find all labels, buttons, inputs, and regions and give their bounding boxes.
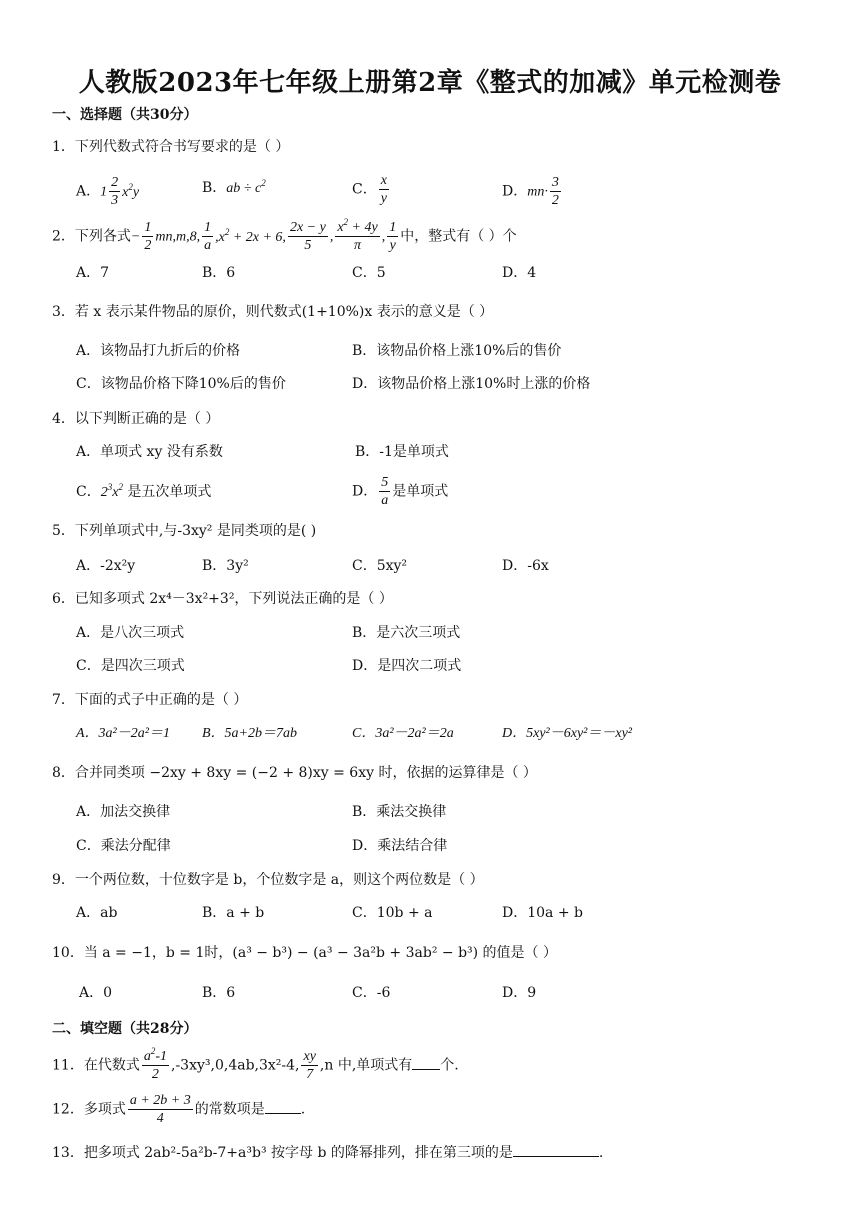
q2-option-d: D．4 xyxy=(502,265,537,281)
q7-option-d: D．5xy²－6xy²＝－xy² xyxy=(502,726,632,741)
answer-blank[interactable] xyxy=(412,1055,440,1070)
q9-option-a: A．ab xyxy=(76,905,118,921)
question-3: 3．若 x 表示某件物品的原价，则代数式(1+10%)x 表示的意义是（ ） xyxy=(52,304,494,320)
q6-option-c: C．是四次三项式 xyxy=(76,658,185,674)
question-8: 8．合并同类项 −2xy + 8xy = (−2 + 8)xy = 6xy 时，依据的运算律是（ ） xyxy=(52,765,537,781)
q4-option-a: A．单项式 xy 没有系数 xyxy=(76,444,223,460)
section-heading-choice: 一、选择题（共30分） xyxy=(52,107,198,123)
q10-option-d: D．9 xyxy=(502,985,537,1001)
question-2: 2．下列各式− $\frac{1}{2}$ mn,m,8, $\frac{1}{a}$ $,x^2 + 2x + 6$, $\frac{2x - y}{5}$ , $\frac{x^2 + 4y}{\pi}$ , $\frac{1}{y}$ 中，整式有（ ）个 xyxy=(52,217,517,253)
question-1: 1．下列代数式符合书写要求的是（ ） xyxy=(52,139,290,155)
q6-option-b: B．是六次三项式 xyxy=(352,625,461,641)
q3-option-d: D．该物品价格上涨10%时上涨的价格 xyxy=(352,376,591,392)
q9-option-b: B．a + b xyxy=(202,905,265,921)
q1-option-b: B．ab ÷ $c^2$ xyxy=(202,178,266,196)
q8-option-c: C．乘法分配律 xyxy=(76,838,171,854)
q10-option-a: A．0 xyxy=(79,985,113,1001)
q6-option-d: D．是四次二项式 xyxy=(352,658,462,674)
q3-option-a: A．该物品打九折后的价格 xyxy=(76,343,241,359)
q2-option-a: A．7 xyxy=(76,265,110,281)
q10-option-b: B．6 xyxy=(202,985,236,1001)
q7-option-c: C．3a²－2a²＝2a xyxy=(352,726,454,741)
q1-option-d: D．mn· $\frac{3}{2}$ xyxy=(502,175,559,208)
page-title: 人教版2023年七年级上册第2章《整式的加减》单元检测卷 xyxy=(78,68,782,98)
question-13: 13．把多项式 2ab²-5a²b-7+a³b³ 按字母 b 的降幂排列，排在第三项的是 . xyxy=(52,1142,603,1163)
question-10: 10．当 a = −1，b = 1时，(a³ − b³) − (a³ − 3a²b + 3ab² − b³) 的值是（ ） xyxy=(52,945,558,961)
question-9: 9．一个两位数，十位数字是 b，个位数字是 a，则这个两位数是（ ） xyxy=(52,872,484,888)
q2-option-c: C．5 xyxy=(352,265,386,281)
q8-option-d: D．乘法结合律 xyxy=(352,838,448,854)
q1-option-a: A．1 $\frac{2}{3}$ $x^2y$ xyxy=(76,175,140,208)
q5-option-c: C．5xy² xyxy=(352,558,408,574)
q1-option-c: C． $\frac{x}{y}$ xyxy=(352,173,387,206)
answer-blank[interactable] xyxy=(513,1142,599,1157)
section-heading-fill: 二、填空题（共28分） xyxy=(52,1021,198,1037)
question-12: 12．多项式 $\frac{a + 2b + 3}{4}$ 的常数项是 . xyxy=(52,1093,306,1126)
q3-option-c: C．该物品价格下降10%后的售价 xyxy=(76,376,286,392)
question-6: 6．已知多项式 2x⁴－3x²+3²，下列说法正确的是（ ） xyxy=(52,591,393,607)
q4-option-d: D． $\frac{5}{a}$ 是单项式 xyxy=(352,475,449,508)
q4-option-b: B．-1是单项式 xyxy=(355,444,449,460)
q9-option-c: C．10b + a xyxy=(352,905,433,921)
q7-option-b: B．5a+2b＝7ab xyxy=(202,726,297,741)
q2-option-b: B．6 xyxy=(202,265,236,281)
q9-option-d: D．10a + b xyxy=(502,905,583,921)
question-4: 4．以下判断正确的是（ ） xyxy=(52,411,220,427)
question-11: 11．在代数式 $\frac{a^2-1}{2}$ ,-3xy³,0,4ab,3x²-4, $\frac{xy}{7}$ ,n 中,单项式有 个. xyxy=(52,1046,459,1082)
q4-option-c: C．$2^3x^2$ 是五次单项式 xyxy=(76,482,212,500)
q10-option-c: C．-6 xyxy=(352,985,391,1001)
q7-option-a: A．3a²－2a²＝1 xyxy=(76,726,170,741)
q3-option-b: B．该物品价格上涨10%后的售价 xyxy=(352,343,562,359)
question-5: 5．下列单项式中,与-3xy² 是同类项的是( ) xyxy=(52,523,317,539)
q8-option-a: A．加法交换律 xyxy=(76,804,171,820)
answer-blank[interactable] xyxy=(265,1099,301,1114)
q8-option-b: B．乘法交换律 xyxy=(352,804,447,820)
question-7: 7．下面的式子中正确的是（ ） xyxy=(52,692,248,708)
q5-option-d: D．-6x xyxy=(502,558,549,574)
q6-option-a: A．是八次三项式 xyxy=(76,625,185,641)
q5-option-b: B．3y² xyxy=(202,558,249,574)
q5-option-a: A．-2x²y xyxy=(76,558,136,574)
